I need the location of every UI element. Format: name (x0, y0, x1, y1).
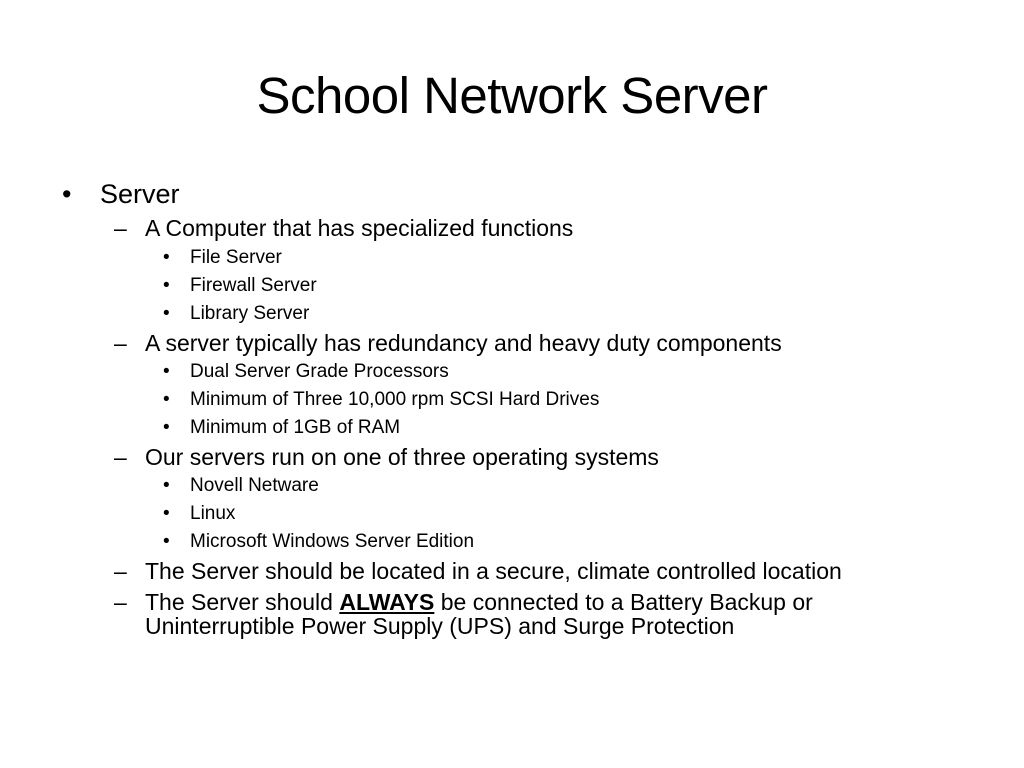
sub-item-text: Our servers run on one of three operating systems (145, 444, 659, 470)
bullet-icon: • (163, 303, 170, 324)
text-before: The Server should (145, 589, 340, 615)
bullet-icon: • (163, 275, 170, 296)
bullet-icon: • (163, 503, 170, 524)
dash-icon: – (114, 215, 127, 241)
list-item-text: Microsoft Windows Server Edition (190, 531, 475, 552)
bullet-icon: • (163, 475, 170, 496)
dash-icon: – (114, 589, 127, 615)
sub-item-text-line2: Uninterruptible Power Supply (UPS) and Surge Protection (145, 613, 735, 639)
dash-icon: – (114, 558, 127, 584)
list-item-text: Library Server (190, 303, 310, 324)
list-item-text: Dual Server Grade Processors (190, 361, 449, 382)
slide-title: School Network Server (256, 67, 768, 124)
list-item-text: File Server (190, 247, 282, 268)
dash-icon: – (114, 330, 127, 356)
bullet-icon: • (62, 179, 72, 209)
bullet-icon: • (163, 361, 170, 382)
bullet-text: Server (100, 179, 180, 209)
sub-item-text: A Computer that has specialized functions (145, 215, 574, 241)
emphasis-text: ALWAYS (339, 589, 435, 615)
sub-item-text: A server typically has redundancy and heavy duty components (145, 330, 782, 356)
list-item-text: Minimum of Three 10,000 rpm SCSI Hard Drives (190, 389, 600, 410)
bullet-icon: • (163, 417, 170, 438)
bullet-icon: • (163, 531, 170, 552)
sub-item-text: The Server should be located in a secure, climate controlled location (145, 558, 842, 584)
dash-icon: – (114, 444, 127, 470)
list-item-text: Linux (190, 503, 236, 524)
list-item-text: Firewall Server (190, 275, 317, 296)
text-after: be connected to a Battery Backup or (434, 589, 813, 615)
list-item-text: Minimum of 1GB of RAM (190, 417, 401, 438)
list-item-text: Novell Netware (190, 475, 319, 496)
bullet-icon: • (163, 389, 170, 410)
bullet-icon: • (163, 247, 170, 268)
